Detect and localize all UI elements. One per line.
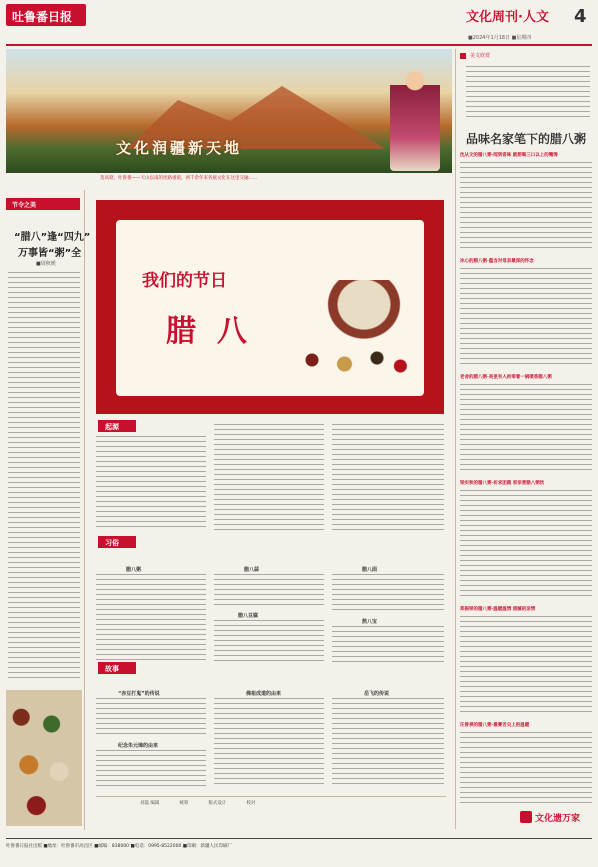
banner-title: 文化润疆新天地 [116,139,243,157]
card-big-char: 腊 八 [166,314,247,349]
festival-card [96,200,444,414]
masthead-name: 吐鲁番日报 [12,10,73,24]
custom-body-2 [214,574,324,608]
story-item-1: “赤豆打鬼”的传说 [118,691,160,697]
custom-item-3: 腊八豆腐 [238,613,259,619]
right-body-3 [460,384,592,474]
banner-image [6,49,452,173]
footer-text: 吐鲁番日报社出版 ■地址：吐鲁番市高昌区 ■邮编：838000 ■电话：0995-8522000 ■印刷：新疆人民印刷厂 [6,844,233,849]
editor-3: 版式设计 [208,801,227,806]
left-section-label [6,198,80,210]
sponsor-seal-icon [520,811,532,823]
page-number: 4 [574,6,587,27]
left-headline-2: 万事皆“粥”全 [18,248,82,259]
section-origin [98,420,136,432]
right-sub-4: 梁实秋的腊八粥·祈求团圆 家家煮腊八粥饮 [460,481,545,486]
story-label: 故事 [105,665,119,673]
left-body [8,272,80,682]
masthead-section [466,6,572,28]
origin-col-3 [332,424,444,530]
right-sub-6: 汪曾祺的腊八粥·最赛舌尖上的温暖 [460,723,530,728]
origin-col-2 [214,424,324,530]
story-item-4: 岳飞的传说 [364,691,390,697]
section-title: 文化周刊·人文 [466,10,549,25]
left-col-divider [84,190,85,830]
story-item-3: 佛祖成道的由来 [246,691,282,697]
right-sub-3: 老舍的腊八粥·美里有人供奉着一锅喷香腊八粥 [460,375,552,380]
footer-rule [6,838,592,839]
sponsor-text: 文化遗万家 [535,814,581,824]
custom-body-4 [332,574,444,614]
editor-4: 校对 [246,801,256,806]
card-inner [116,220,424,396]
right-col-divider [455,49,456,829]
custom-item-4: 腊八面 [362,567,378,573]
right-label-text: 美文欣赏 [470,53,491,59]
dancer-figure [390,61,440,171]
custom-body-3 [214,620,324,664]
right-body-6 [460,732,592,804]
editors-line [140,800,440,820]
custom-label: 习俗 [105,539,119,547]
right-body-4 [460,490,592,600]
right-intro-text [466,66,590,120]
custom-body-5 [332,626,444,664]
story-body-3 [214,698,324,788]
origin-label: 起源 [105,423,119,431]
left-label-text: 节令之美 [12,202,37,209]
left-photo [6,690,82,826]
section-custom [98,536,136,548]
section-story [98,662,136,674]
label-mark-icon [460,53,466,59]
editors-rule [96,796,446,797]
date-line: ■2024年1月18日 ■星期四 [468,35,532,41]
right-body-1 [460,162,592,252]
masthead-logo [6,4,86,26]
custom-item-1: 腊八粥 [126,567,142,573]
story-body-4 [332,698,444,788]
story-body-2 [96,750,206,788]
right-body-5 [460,616,592,716]
sponsor-logo [520,808,590,826]
header-rule [6,44,592,46]
custom-item-5: 熬八宝 [362,619,378,625]
right-sub-5: 郑振铎的腊八粥·温暖温情 甜腻的亲情 [460,607,536,612]
right-section-label [460,52,592,62]
origin-col-1 [96,436,206,530]
beans-pile [286,340,416,380]
right-sub-2: 冰心的腊八粥·蕴含对母亲最深的怀念 [460,259,534,264]
banner-caption: 莫高窟、吐鲁番——天山以南的丝路重镇，两千余年来各族文化在这里交融…… [100,176,258,181]
card-title: 我们的节日 [142,271,227,291]
editor-1: 刘磊 编辑 [140,801,160,806]
custom-body-1 [96,574,206,664]
story-item-2: 纪念朱元璋的由来 [118,743,159,749]
custom-item-2: 腊八蒜 [244,567,260,573]
story-body-1 [96,698,206,738]
left-byline: ■周秋媛 [36,261,56,267]
right-body-2 [460,268,592,368]
right-sub-1: 沈从文的腊八粥·闻到香味 就想喝三口以上的嘴馋 [460,153,558,158]
editor-2: 统筹 [179,801,189,806]
left-headline-1: “腊八”逢“四九” [14,232,91,243]
right-headline: 品味名家笔下的腊八粥 [466,132,587,146]
